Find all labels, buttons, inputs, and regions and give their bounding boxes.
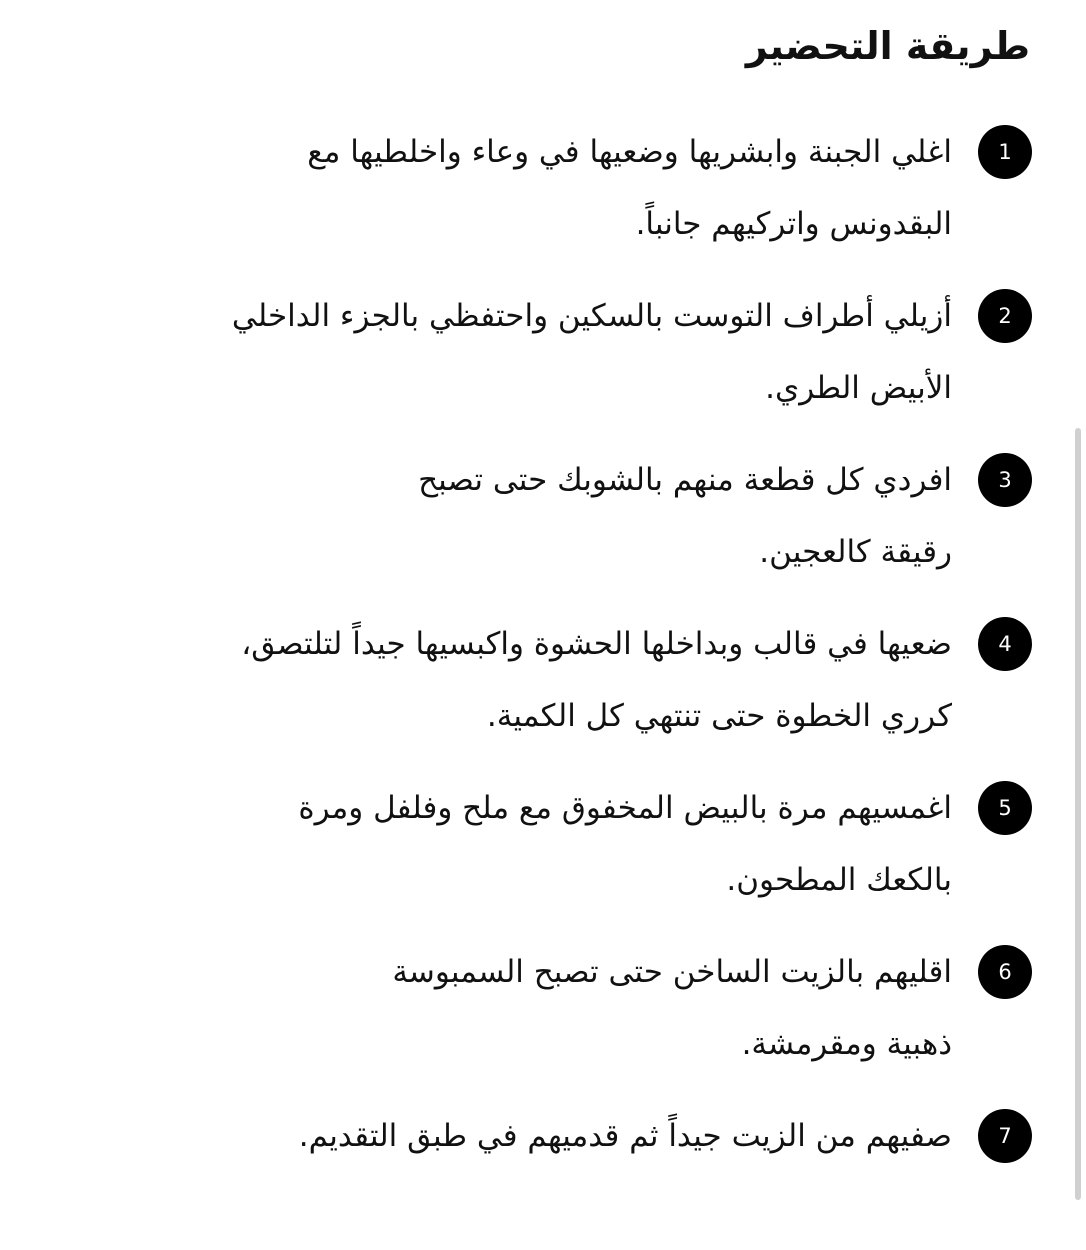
scrollbar[interactable] xyxy=(1075,428,1081,1200)
step-text-line: صفيهم من الزيت جيداً ثم قدميهم في طبق التقديم. xyxy=(298,1118,952,1154)
step-text xyxy=(62,444,952,588)
step-text-line: الأبيض الطري. xyxy=(765,370,952,406)
step-text-line: اغلي الجبنة وابشريها وضعيها في وعاء واخلطيها مع xyxy=(307,134,952,170)
section-title: طريقة التحضير xyxy=(745,24,1030,68)
step-item xyxy=(2,1100,1032,1250)
step-text-line: كرري الخطوة حتى تنتهي كل الكمية. xyxy=(486,698,952,734)
step-text-line: ذهبية ومقرمشة. xyxy=(741,1026,952,1062)
step-text xyxy=(62,280,952,424)
step-text xyxy=(62,608,952,752)
step-item xyxy=(2,116,1032,266)
step-text xyxy=(62,772,952,916)
step-number-badge: 3 xyxy=(978,453,1032,507)
step-number-badge: 1 xyxy=(978,125,1032,179)
step-text-line: رقيقة كالعجين. xyxy=(759,534,952,570)
step-text xyxy=(62,936,952,1080)
step-text xyxy=(62,116,952,260)
step-number-badge: 2 xyxy=(978,289,1032,343)
step-text-line: ضعيها في قالب وبداخلها الحشوة واكبسيها جيداً لتلتصق، xyxy=(241,626,952,662)
step-text-line: افردي كل قطعة منهم بالشوبك حتى تصبح xyxy=(418,462,952,498)
step-text-line: أزيلي أطراف التوست بالسكين واحتفظي بالجزء الداخلي xyxy=(231,298,952,334)
step-number-badge: 7 xyxy=(978,1109,1032,1163)
step-number-badge: 5 xyxy=(978,781,1032,835)
step-item xyxy=(2,772,1032,922)
step-number-badge: 4 xyxy=(978,617,1032,671)
step-text-line: بالكعك المطحون. xyxy=(726,862,952,898)
step-text xyxy=(62,1100,952,1172)
step-number-badge: 6 xyxy=(978,945,1032,999)
step-item xyxy=(2,936,1032,1086)
step-text-line: اغمسيهم مرة بالبيض المخفوق مع ملح وفلفل ومرة xyxy=(298,790,952,826)
step-item xyxy=(2,608,1032,758)
step-item xyxy=(2,444,1032,594)
step-text-line: اقليهم بالزيت الساخن حتى تصبح السمبوسة xyxy=(392,954,952,990)
step-text-line: البقدونس واتركيهم جانباً. xyxy=(635,206,952,242)
step-item xyxy=(2,280,1032,430)
